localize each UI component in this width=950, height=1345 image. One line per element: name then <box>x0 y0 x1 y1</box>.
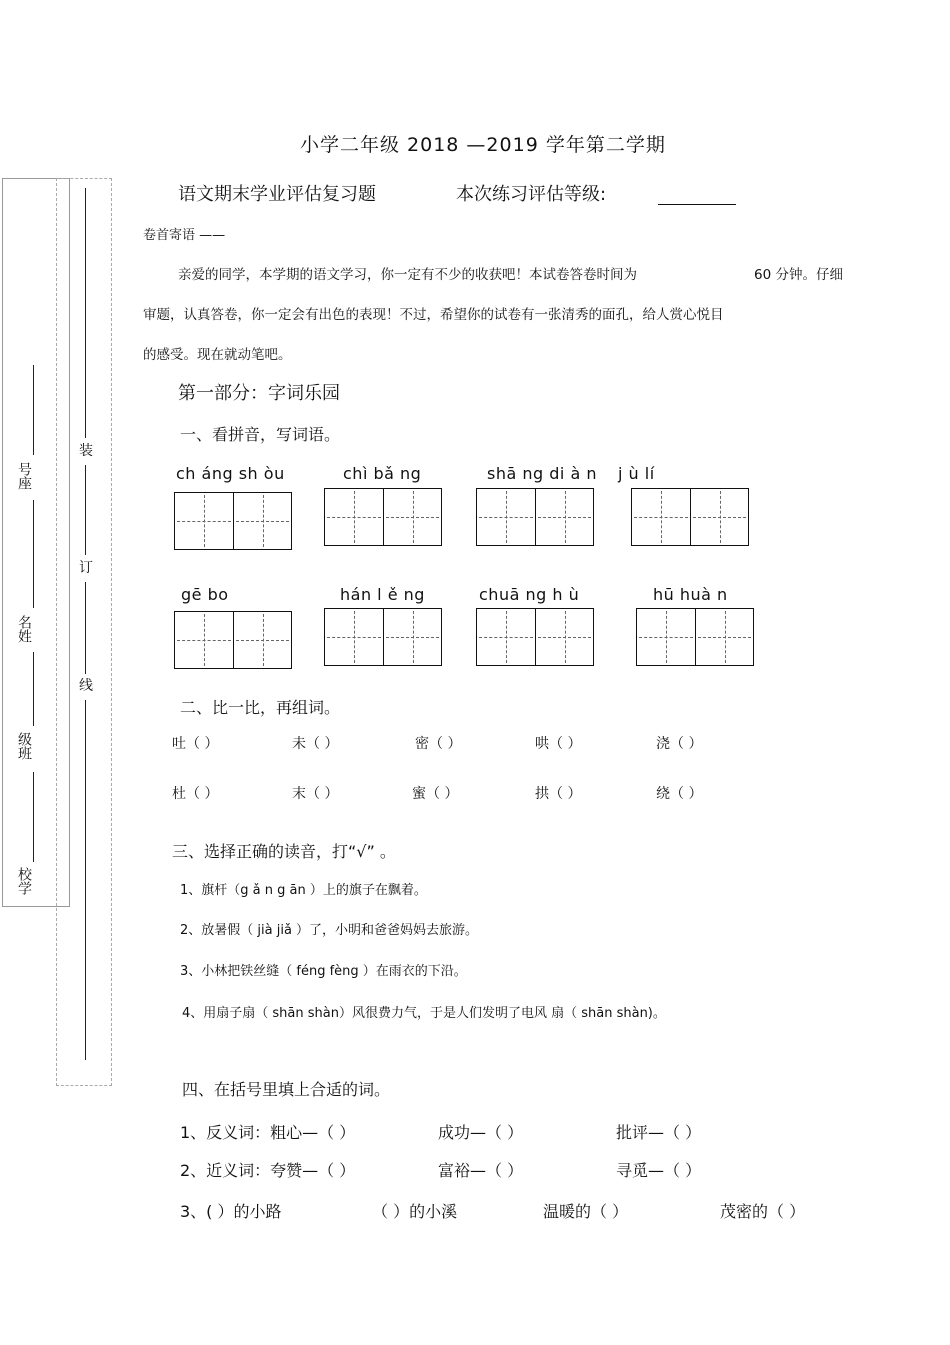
binding-strip-dashed <box>56 178 112 1086</box>
grid-cell[interactable] <box>535 489 593 545</box>
writing-grid-8[interactable] <box>636 608 754 666</box>
q4-fill-3[interactable]: 温暖的（ ） <box>543 1202 629 1221</box>
binding-line <box>33 365 34 455</box>
grid-cell[interactable] <box>535 609 593 665</box>
grid-cell[interactable] <box>175 493 233 549</box>
binding-line <box>85 582 86 674</box>
binding-line <box>85 700 86 1060</box>
writing-grid-1[interactable] <box>174 492 292 550</box>
writing-grid-7[interactable] <box>476 608 594 666</box>
grade-label-text: 本次练习评估等级: <box>456 184 607 205</box>
grid-cell[interactable] <box>477 489 535 545</box>
grid-cell[interactable] <box>477 609 535 665</box>
compare-1-2[interactable]: 未（ ） <box>292 736 339 752</box>
q4-synonym-1[interactable]: 2、近义词：夸赞—（ ） <box>180 1161 356 1180</box>
pinyin-1: ch áng sh òu <box>176 464 285 483</box>
q2-title: 二、比一比，再组词。 <box>180 698 341 717</box>
q3-item-4[interactable]: 4、用扇子扇（ shān shàn）风很费力气，于是人们发明了电风 扇（ shān shàn)。 <box>182 1006 666 1021</box>
grid-cell[interactable] <box>325 489 383 545</box>
grid-cell[interactable] <box>695 609 753 665</box>
q4-synonym-3[interactable]: 寻觅—（ ） <box>616 1161 702 1180</box>
part1-title: 第一部分：字词乐园 <box>178 383 340 404</box>
binding-char-ding: 订 <box>79 560 93 576</box>
preface-heading: 卷首寄语 —— <box>143 228 226 243</box>
pinyin-3: shā ng di à n <box>487 464 597 483</box>
q3-item-2[interactable]: 2、放暑假（ jià jiǎ ）了，小明和爸爸妈妈去旅游。 <box>180 923 479 938</box>
pinyin-7: chuā ng h ù <box>479 585 580 604</box>
q3-item-1[interactable]: 1、旗杆（g ǎ n g ān ）上的旗子在飘着。 <box>180 883 427 898</box>
page-title: 小学二年级 2018 —2019 学年第二学期 <box>300 134 666 156</box>
preface-line-1-end: 60 分钟。仔细 <box>754 267 843 283</box>
pinyin-6: hán l ě ng <box>340 585 425 604</box>
grid-cell[interactable] <box>632 489 690 545</box>
binding-char-zhuang: 装 <box>79 443 93 459</box>
grid-cell[interactable] <box>175 612 233 668</box>
q4-fill-1[interactable]: 3、( ）的小路 <box>180 1202 282 1221</box>
binding-line <box>85 465 86 555</box>
grid-cell[interactable] <box>233 612 291 668</box>
preface-line-1: 亲爱的同学，本学期的语文学习，你一定有不少的收获吧！本试卷答卷时间为 <box>178 267 637 283</box>
compare-2-3[interactable]: 蜜（ ） <box>412 786 459 802</box>
binding-line <box>33 652 34 726</box>
q4-fill-4[interactable]: 茂密的（ ） <box>720 1202 806 1221</box>
writing-grid-3[interactable] <box>476 488 594 546</box>
writing-grid-2[interactable] <box>324 488 442 546</box>
q1-title: 一、看拼音，写词语。 <box>180 425 341 444</box>
grid-cell[interactable] <box>690 489 748 545</box>
pinyin-5: gē bo <box>181 585 229 604</box>
exam-subtitle: 语文期末学业评估复习题 <box>178 184 376 205</box>
q3-item-3[interactable]: 3、小林把铁丝缝（ féng fèng ）在雨衣的下沿。 <box>180 964 467 979</box>
grid-cell[interactable] <box>383 609 441 665</box>
preface-line-2: 审题，认真答卷，你一定会有出色的表现！不过，希望你的试卷有一张清秀的面孔，给人赏心悦目 <box>143 307 724 323</box>
binding-line <box>33 500 34 608</box>
q4-title: 四、在括号里填上合适的词。 <box>182 1080 391 1099</box>
compare-2-5[interactable]: 绕（ ） <box>656 786 703 802</box>
q3-title: 三、选择正确的读音，打“√” 。 <box>172 842 396 861</box>
q4-antonym-2[interactable]: 成功—（ ） <box>438 1123 524 1142</box>
compare-1-3[interactable]: 密（ ） <box>415 736 462 752</box>
class-label: 级班 <box>16 732 32 760</box>
compare-2-1[interactable]: 杜（ ） <box>172 786 219 802</box>
pinyin-4: j ù lí <box>618 464 655 483</box>
grid-cell[interactable] <box>637 609 695 665</box>
pinyin-2: chì bǎ ng <box>343 464 422 483</box>
q4-antonym-1[interactable]: 1、反义词：粗心—（ ） <box>180 1123 356 1142</box>
grade-label <box>456 180 606 206</box>
binding-char-xian: 线 <box>79 678 93 694</box>
q4-antonym-3[interactable]: 批评—（ ） <box>616 1123 702 1142</box>
preface-line-3: 的感受。现在就动笔吧。 <box>143 347 292 363</box>
q4-synonym-2[interactable]: 富裕—（ ） <box>438 1161 524 1180</box>
grid-cell[interactable] <box>383 489 441 545</box>
grid-cell[interactable] <box>233 493 291 549</box>
writing-grid-4[interactable] <box>631 488 749 546</box>
compare-1-5[interactable]: 浇（ ） <box>656 736 703 752</box>
compare-1-1[interactable]: 吐（ ） <box>172 736 219 752</box>
seat-number-label: 号座 <box>16 462 32 490</box>
grade-blank[interactable] <box>658 186 736 205</box>
writing-grid-6[interactable] <box>324 608 442 666</box>
q4-fill-2[interactable]: （ ）的小溪 <box>372 1202 458 1221</box>
binding-line <box>33 772 34 862</box>
school-label: 校学 <box>16 867 32 895</box>
writing-grid-5[interactable] <box>174 611 292 669</box>
name-label: 名姓 <box>16 615 32 643</box>
compare-2-2[interactable]: 末（ ） <box>292 786 339 802</box>
binding-line <box>85 188 86 438</box>
pinyin-8: hū huà n <box>653 585 728 604</box>
compare-2-4[interactable]: 拱（ ） <box>535 786 582 802</box>
compare-1-4[interactable]: 哄（ ） <box>535 736 582 752</box>
grid-cell[interactable] <box>325 609 383 665</box>
